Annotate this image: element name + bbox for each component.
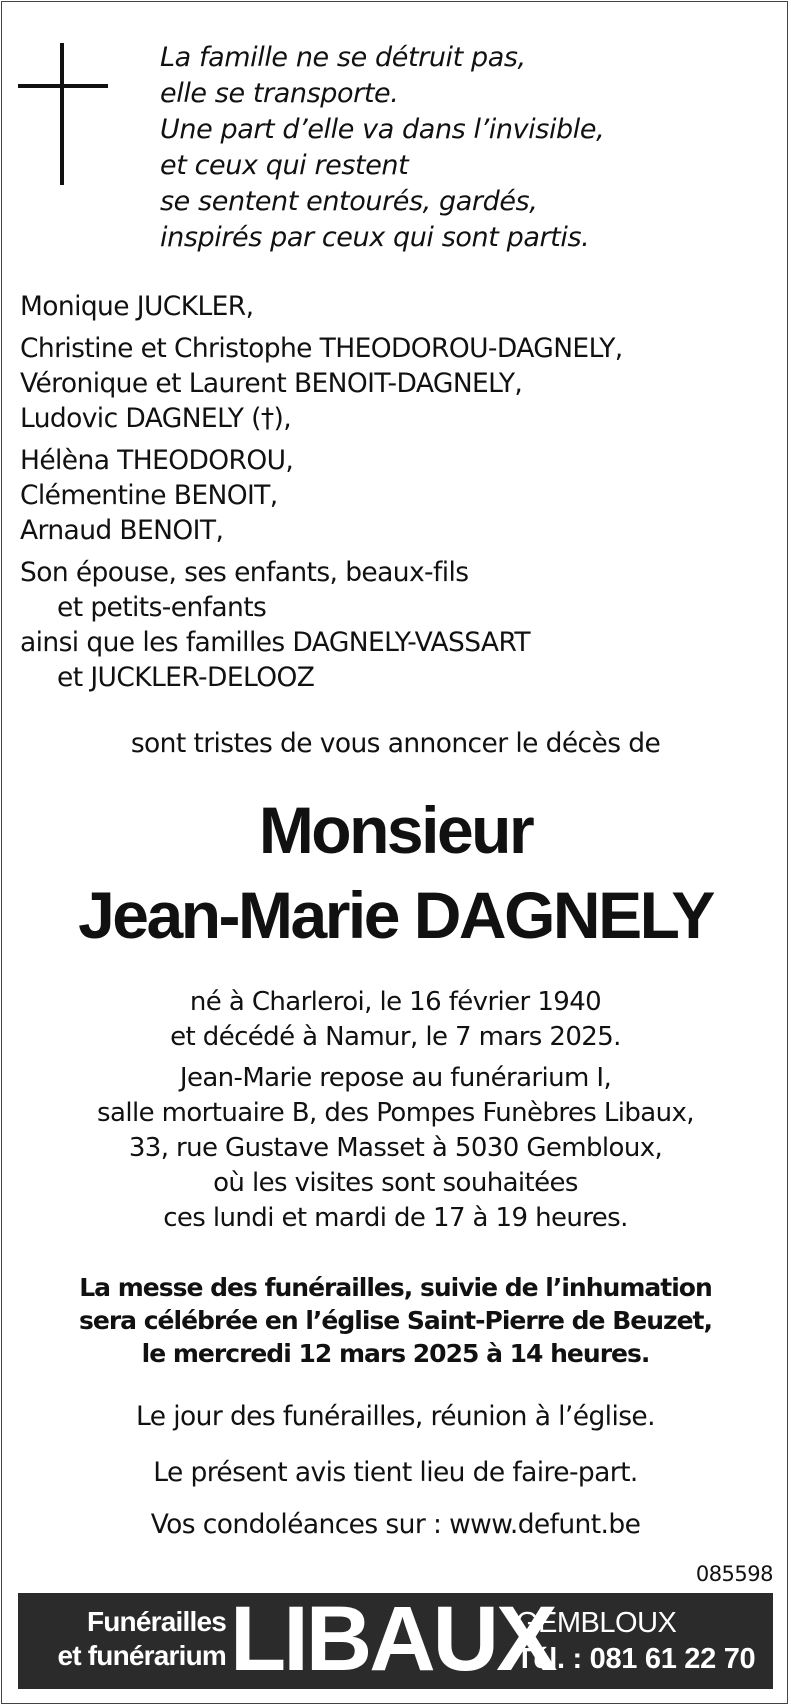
deceased-name: Jean-Marie DAGNELY [78, 878, 713, 952]
children-group [20, 331, 623, 436]
family-line: et petits-enfants [57, 592, 267, 623]
poem-line: se sentent entourés, gardés, [160, 186, 538, 217]
family-member: Christine et Christophe THEODOROU-DAGNELY, [20, 333, 623, 364]
family-line: ainsi que les familles DAGNELY-VASSART [20, 627, 530, 658]
family-member: Véronique et Laurent BENOIT-DAGNELY, [20, 368, 523, 399]
grandchildren-group [20, 443, 623, 548]
banner-service [30, 1605, 226, 1673]
repose-line: où les visites sont souhaitées [213, 1168, 578, 1198]
poem-line: Une part d’elle va dans l’invisible, [160, 114, 605, 145]
poem-line: et ceux qui restent [160, 150, 409, 181]
family-line: et JUCKLER-DELOOZ [57, 662, 315, 693]
condolences-note: Vos condoléances sur : www.defunt.be [150, 1509, 641, 1540]
banner-contact [516, 1605, 755, 1677]
announcement: sont tristes de vous annoncer le décès de [130, 728, 661, 759]
details [0, 985, 791, 1236]
reunion-note: Le jour des funérailles, réunion à l’église. [136, 1401, 655, 1432]
family-line: Son épouse, ses enfants, beaux-fils [20, 557, 469, 588]
banner-city: GEMBLOUX [516, 1607, 677, 1639]
family-member: Monique JUCKLER, [20, 291, 254, 322]
poem-line: La famille ne se détruit pas, [160, 42, 526, 73]
poem-line: elle se transporte. [160, 78, 399, 109]
repose-line: salle mortuaire B, des Pompes Funèbres Libaux, [97, 1098, 694, 1128]
family-member: Arnaud BENOIT, [20, 515, 224, 546]
repose-line: Jean-Marie repose au funérarium I, [179, 1063, 612, 1093]
family-member: Hélèna THEODOROU, [20, 445, 294, 476]
funeral-home-banner [18, 1588, 773, 1690]
mass-info [0, 1271, 791, 1370]
reference-number: 085598 [695, 1562, 773, 1586]
banner-line: Funérailles [86, 1606, 226, 1637]
repose-line: ces lundi et mardi de 17 à 19 heures. [163, 1203, 628, 1233]
banner-phone: Tél. : 081 61 22 70 [516, 1643, 756, 1675]
death-line: et décédé à Namur, le 7 mars 2025. [170, 1022, 621, 1052]
deceased-title: Monsieur [258, 793, 533, 867]
repose-line: 33, rue Gustave Masset à 5030 Gembloux, [128, 1133, 663, 1163]
family-member: Ludovic DAGNELY (†), [20, 403, 292, 434]
spouse-group [20, 289, 623, 324]
banner-line: et funérarium [57, 1640, 226, 1671]
mass-line: sera célébrée en l’église Saint-Pierre de Beuzet, [79, 1306, 712, 1335]
birth-line: né à Charleroi, le 16 février 1940 [189, 987, 602, 1017]
family-member: Clémentine BENOIT, [20, 480, 278, 511]
closing-group [20, 555, 623, 695]
brand-logo: LIBAUX [230, 1588, 555, 1690]
faire-part-note: Le présent avis tient lieu de faire-part. [153, 1457, 638, 1488]
mass-line: La messe des funérailles, suivie de l’inhumation [79, 1273, 712, 1302]
poem-line: inspirés par ceux qui sont partis. [160, 222, 590, 253]
family-list [20, 289, 623, 695]
poem [160, 40, 604, 256]
mass-line: le mercredi 12 mars 2025 à 14 heures. [141, 1339, 650, 1368]
